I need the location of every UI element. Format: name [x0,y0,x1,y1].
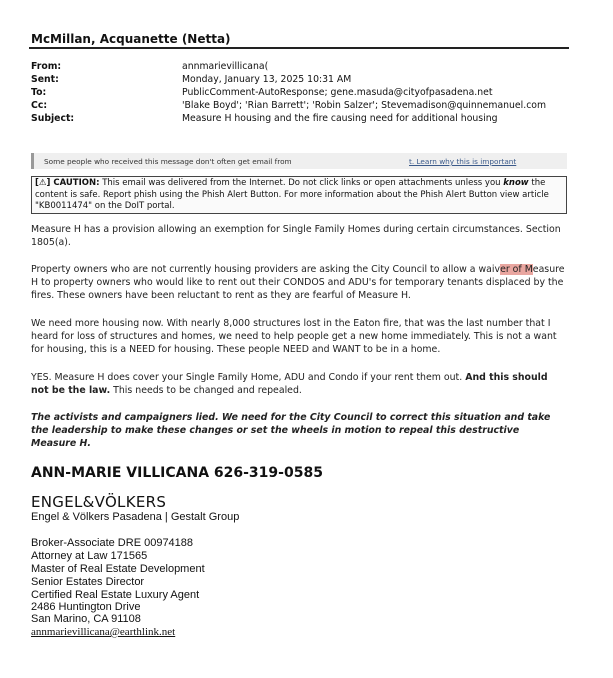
caution-text-a: This email was delivered from the Internet. Do not click links or open attachments unless you [99,178,504,188]
body-paragraph-4 [31,372,566,398]
body-p4-bold: And this should not be the law. [31,372,548,396]
caution-know: know [503,178,529,188]
subject-value: Measure H housing and the fire causing need for additional housing [182,113,498,124]
brand-logo-text: ENGEL&VÖLKERS [31,493,167,511]
signature-line-2: Attorney at Law 171565 [31,550,148,562]
caution-text [35,178,563,213]
sender-name-header: McMillan, Acquanette (Netta) [31,32,231,46]
signature-office: Engel & Völkers Pasadena | Gestalt Group [31,511,240,523]
to-value: PublicComment-AutoResponse; gene.masuda@cityofpasadena.net [182,87,493,98]
signature-line-3: Master of Real Estate Development [31,563,205,575]
signature-line-5: Certified Real Estate Luxury Agent [31,589,200,601]
caution-tag: [⚠] CAUTION: [35,178,100,188]
body-paragraph-5: The activists and campaigners lied. We need for the City Council to correct this situation and take the leadership to make these changes or set the wheels in motion to repeal this destructive Measure H. [31,412,551,449]
from-value: annmarievillicana( [182,61,269,72]
body-p2-a: Property owners who are not currently housing providers are asking the City Council to allow a waiv [31,264,501,275]
signature-line-7: San Marino, CA 91108 [31,613,141,625]
body-p4-a: YES. Measure H does cover your Single Family Home, ADU and Condo if your rent them out. [31,372,466,383]
signature-line-4: Senior Estates Director [31,576,145,588]
subject-label: Subject: [31,113,75,124]
body-paragraph-2 [31,264,566,302]
signature-email-link[interactable]: annmarievillicana@earthlink.net [31,626,176,638]
cc-value: 'Blake Boyd'; 'Rian Barrett'; 'Robin Salzer'; Stevemadison@quinnemanuel.com [182,100,547,111]
highlighted-text: er of M [500,264,533,275]
sent-value: Monday, January 13, 2025 10:31 AM [182,74,352,85]
sent-label: Sent: [31,74,59,85]
header-divider [29,47,569,49]
body-paragraph-3: We need more housing now. With nearly 8,000 structures lost in the Eaton fire, that was the last number that I heard for loss of structures and homes, we need to help people get a new home immediately. This is not a want for housing, this is a NEED for housing. These people NEED and WANT to be in a home. [31,318,557,355]
signature-name: ANN-MARIE VILLICANA 626-319-0585 [31,465,323,481]
from-label: From: [31,61,62,72]
body-paragraph-1: Measure H has a provision allowing an exemption for Single Family Homes during certain circumstances. Section 1805(a). [31,224,561,248]
cc-label: Cc: [31,100,48,111]
external-sender-text: Some people who received this message don't often get email from [44,157,292,166]
body-p4-b: This needs to be changed and repealed. [110,384,302,396]
signature-line-6: 2486 Huntington Drive [31,601,141,613]
learn-why-link[interactable]: t. Learn why this is important [409,157,517,166]
to-label: To: [31,87,47,98]
signature-line-1: Broker-Associate DRE 00974188 [31,537,194,549]
caution-text-b: the content is safe. Report phish using the Phish Alert Button. For more information about the Phish Alert Button view article "KB0011474" on the DoIT portal. [35,178,549,211]
body-p2-b: easure H to property owners who would like to rent out their CONDOS and ADU's for temporary tenants displaced by the fires. These owners have been reluctant to rent as they are fearful of Measure H. [31,264,565,301]
